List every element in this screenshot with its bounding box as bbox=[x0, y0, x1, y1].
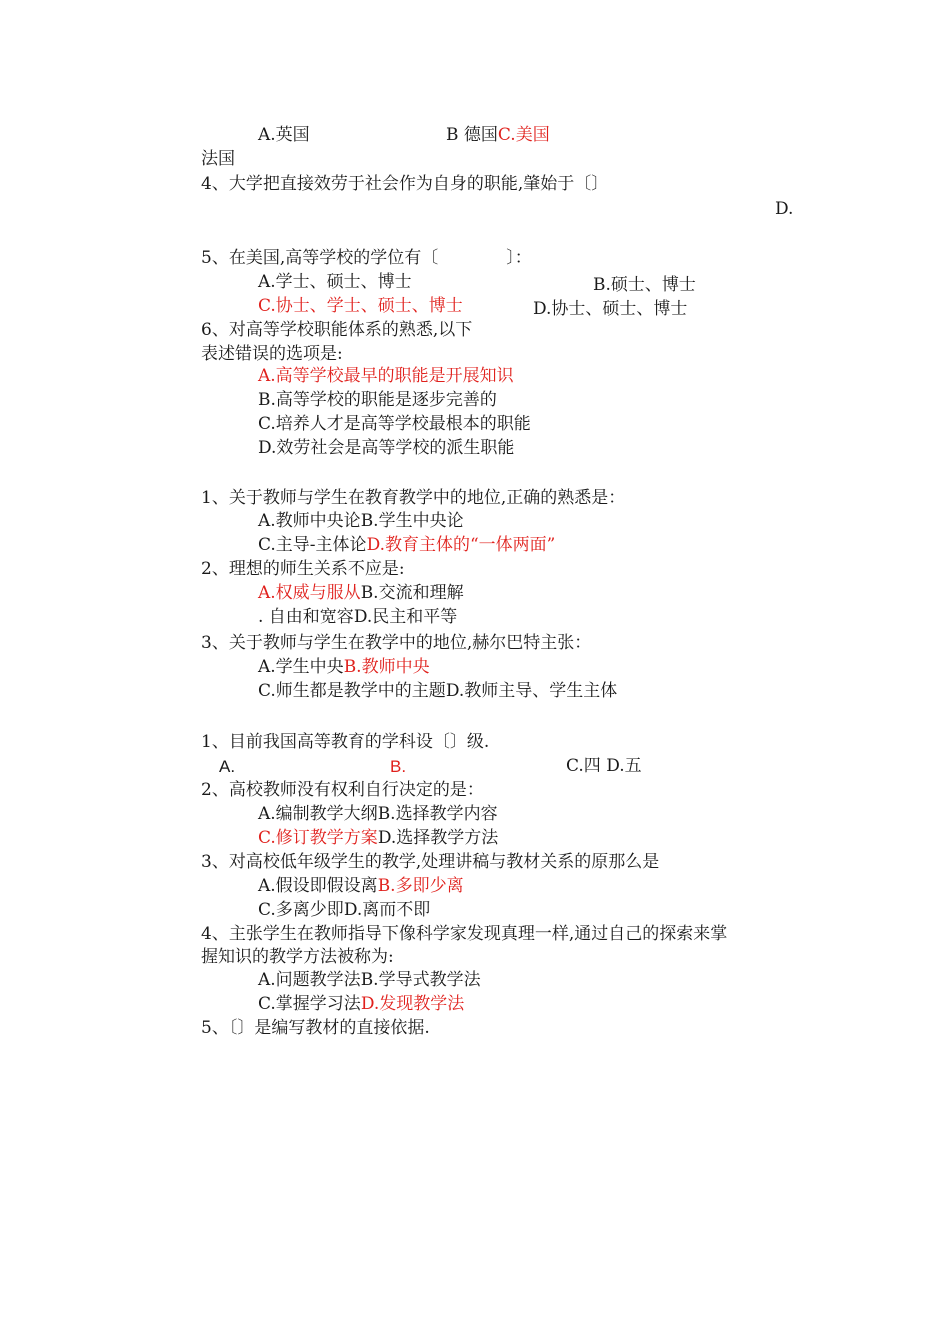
s1-q3-option-d: 法国 bbox=[201, 149, 235, 169]
s3-q2-options-cd bbox=[258, 827, 498, 849]
s2-q2-option-d: D.民主和平等 bbox=[353, 607, 458, 627]
s1-q5-option-d: D.协士、硕士、博士 bbox=[533, 299, 688, 319]
s2-q1-option-d-answer: D.教育主体的“一体两面” bbox=[366, 535, 556, 555]
s3-q2-options-ab bbox=[258, 803, 498, 825]
s2-q1-options-cd bbox=[258, 534, 555, 556]
s3-q4-option-a: A.问题教学法 bbox=[258, 970, 361, 990]
s3-q4-option-c: C.掌握学习法 bbox=[258, 994, 361, 1014]
s3-q1-question: 1、目前我国高等教育的学科设〔〕级. bbox=[201, 732, 490, 752]
s3-q2-option-d: D.选择教学方法 bbox=[377, 828, 499, 848]
s3-q4-option-b: B.学导式教学法 bbox=[360, 970, 481, 990]
s3-q1-options-cd: C.四 D.五 bbox=[566, 756, 642, 776]
s3-q3-options-ab bbox=[258, 875, 464, 897]
s1-q6-option-d: D.效劳社会是高等学校的派生职能 bbox=[258, 438, 515, 458]
s1-q4-question: 4、大学把直接效劳于社会作为自身的职能,肇始于〔〕 bbox=[201, 174, 609, 194]
s3-q4-options-ab bbox=[258, 969, 481, 991]
s3-q2-option-b: B.选择教学内容 bbox=[377, 804, 498, 824]
s1-q5-option-a: A.学士、硕士、博士 bbox=[258, 272, 412, 292]
s1-q6-question-line1: 6、对高等学校职能体系的熟悉,以下 bbox=[201, 320, 473, 340]
s2-q2-options-ab bbox=[258, 582, 464, 604]
s3-q2-question: 2、高校教师没有权利自行决定的是： bbox=[201, 780, 484, 800]
s3-q3-option-b-answer: B.多即少离 bbox=[377, 876, 464, 896]
s2-q1-option-a: A.教师中央论 bbox=[258, 511, 361, 531]
s2-q1-options-ab bbox=[258, 510, 464, 532]
s3-q3-option-a: A.假设即假设离 bbox=[258, 876, 378, 896]
s2-q2-question: 2、理想的师生关系不应是: bbox=[201, 559, 405, 579]
s2-q1-option-b: B.学生中央论 bbox=[360, 511, 464, 531]
s1-q5-question: 5、在美国,高等学校的学位有〔 〕： bbox=[201, 248, 532, 268]
s3-q4-options-cd bbox=[258, 993, 464, 1015]
s1-q6-option-b: B.高等学校的职能是逐步完善的 bbox=[258, 390, 497, 410]
s2-q3-option-b-answer: B.教师中央 bbox=[343, 657, 430, 677]
s1-q3-option-c-answer: C.美国 bbox=[497, 125, 550, 145]
s1-q3-option-b: B 德国 bbox=[446, 125, 498, 145]
s1-q5-option-c-answer: C.协士、学士、硕士、博士 bbox=[258, 296, 463, 316]
s2-q2-option-a-answer: A.权威与服从 bbox=[258, 583, 361, 603]
s2-q2-option-c: . 自由和宽容 bbox=[258, 607, 354, 627]
s1-q3-options-bc bbox=[446, 124, 550, 146]
s3-q5-question: 5、〔〕是编写教材的直接依据. bbox=[201, 1018, 430, 1038]
s3-q3-option-d: D.离而不即 bbox=[343, 900, 431, 920]
s3-q2-option-c-answer: C.修订教学方案 bbox=[258, 828, 378, 848]
s2-q3-options-ab bbox=[258, 656, 430, 678]
s3-q1-option-a: A. bbox=[219, 757, 236, 776]
s3-q2-option-a: A.编制教学大纲 bbox=[258, 804, 378, 824]
s1-q6-question-line2: 表述错误的选项是: bbox=[201, 344, 343, 364]
s3-q4-question-line2: 握知识的教学方法被称为: bbox=[201, 947, 394, 967]
s2-q3-option-c: C.师生都是教学中的主题 bbox=[258, 681, 446, 701]
s2-q1-question: 1、关于教师与学生在教育教学中的地位,正确的熟悉是： bbox=[201, 488, 626, 508]
s2-q3-option-d: D.教师主导、学生主体 bbox=[445, 681, 618, 701]
s3-q4-question-line1: 4、主张学生在教师指导下像科学家发现真理一样,通过自己的探索来掌 bbox=[201, 924, 728, 944]
s2-q3-option-a: A.学生中央 bbox=[258, 657, 344, 677]
s3-q1-option-b-answer: B. bbox=[390, 757, 407, 776]
s1-q6-option-a-answer: A.高等学校最早的职能是开展知识 bbox=[258, 366, 514, 386]
s3-q3-option-c: C.多离少即 bbox=[258, 900, 344, 920]
s3-q4-option-d-answer: D.发现教学法 bbox=[360, 994, 465, 1014]
s1-q4-option-d: D. bbox=[775, 199, 794, 219]
s1-q3-option-a: A.英国 bbox=[258, 125, 310, 145]
s2-q3-options-cd bbox=[258, 680, 617, 702]
s1-q6-option-c: C.培养人才是高等学校最根本的职能 bbox=[258, 414, 531, 434]
s2-q1-option-c: C.主导-主体论 bbox=[258, 535, 367, 555]
s3-q3-options-cd bbox=[258, 899, 430, 921]
s2-q3-question: 3、关于教师与学生在教学中的地位,赫尔巴特主张： bbox=[201, 633, 592, 653]
s2-q2-options-cd bbox=[258, 606, 457, 628]
s3-q3-question: 3、对高校低年级学生的教学,处理讲稿与教材关系的原那么是 bbox=[201, 852, 660, 872]
s2-q2-option-b: B.交流和理解 bbox=[360, 583, 464, 603]
s1-q5-option-b: B.硕士、博士 bbox=[593, 275, 696, 295]
